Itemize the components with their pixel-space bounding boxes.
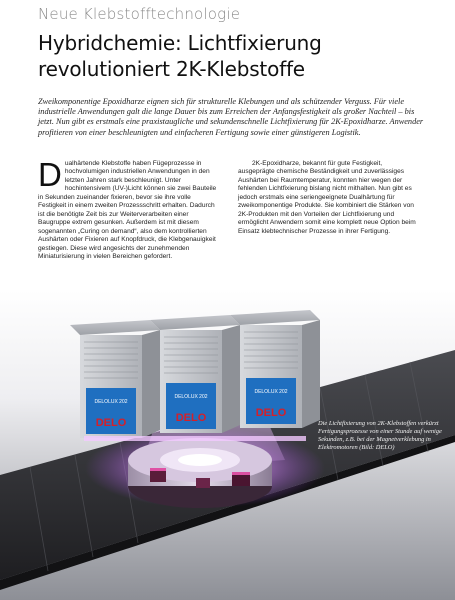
svg-text:DELO: DELO	[255, 407, 287, 419]
headline-line-2: revolutioniert 2K-Klebstoffe	[38, 57, 305, 81]
lamp-1	[70, 320, 160, 438]
svg-text:DELOLUX 202: DELOLUX 202	[94, 399, 128, 405]
drop-cap: D	[38, 156, 62, 193]
rotor-part	[128, 438, 272, 508]
body-column-right	[238, 160, 418, 236]
svg-text:DELO: DELO	[175, 412, 207, 424]
lamp-3	[230, 310, 320, 428]
article-headline	[38, 30, 438, 82]
svg-text:DELOLUX 202: DELOLUX 202	[254, 389, 288, 395]
article-kicker: Neue Klebstofftechnologie	[38, 5, 241, 23]
svg-text:DELO: DELO	[95, 417, 127, 429]
body-left-text: ualhärtende Klebstoffe haben Fügeprozesse in hochvolumigen industriellen Anwendungen in den letzten Jahren stark beschleunigt. Unter hochintensivem (UV-)Licht können sie zwei Bauteile in Sekunden zueinander fixieren, bevor sie ihre volle Festigkeit in einem zweiten Prozessschritt erhalten. Dadurch ist die benötigte Zeit bis zur Weiterverarbeiten einer Baugruppe extrem gesunken. Außerdem ist mit diesem sogenannten „Curing on demand“, also dem kontrollierten Aushärten oder Fixieren auf Knopfdruck, die Klebgenauigkeit gestiegen. Diese wird angesichts der zunehmenden Miniaturisierung in vielen Bereichen gefordert.	[38, 160, 217, 260]
headline-line-1: Hybridchemie: Lichtfixierung	[38, 31, 322, 55]
svg-text:DELOLUX 202: DELOLUX 202	[174, 394, 208, 400]
lamp-2	[150, 315, 240, 433]
lamp-glow-strip	[84, 436, 306, 441]
article-lead: Zweikomponentige Epoxidharze eignen sich für strukturelle Klebungen und als schützender Verguss. Für viele industrielle Anwendungen galt die lange Dauer bis zum Erreichen der Anfangsfestigkeit als großer Nachteil – bis jetzt. Nun gibt es erstmals eine praxistaugliche und sekundenschnelle Lichtfixierung für 2K-Epoxidharze. Anwender profitieren von einer beschleunigten und einfacheren Fertigung sowie einer günstigeren Logistik.	[38, 97, 424, 137]
figure-caption: Die Lichtfixierung von 2K-Klebstoffen verkürzt Fertigungsprozesse von einer Stunde auf wenige Sekunden, z.B. bei der Magnetverklebung in Elektromotoren (Bild: DELO)	[318, 420, 442, 451]
body-right-text: 2K-Epoxidharze, bekannt für gute Festigkeit, ausgeprägte chemische Beständigkeit und zuverlässiges Aushärten bei Raumtemperatur, konnten hier wegen der fehlenden Lichtfixierung bislang nicht mithalten. Nun gibt es jedoch erstmals eine seriengeeignete Dualhärtung für zweikomponentige Produkte. Sie kombiniert die Stärken von 2K-Produkten mit den Vorteilen der Lichtfixierung und ermöglicht Anwendern somit eine komplett neue Option beim Einsatz klebtechnischer Prozesse in ihrer Fertigung.	[238, 160, 416, 235]
body-column-left	[38, 156, 218, 261]
